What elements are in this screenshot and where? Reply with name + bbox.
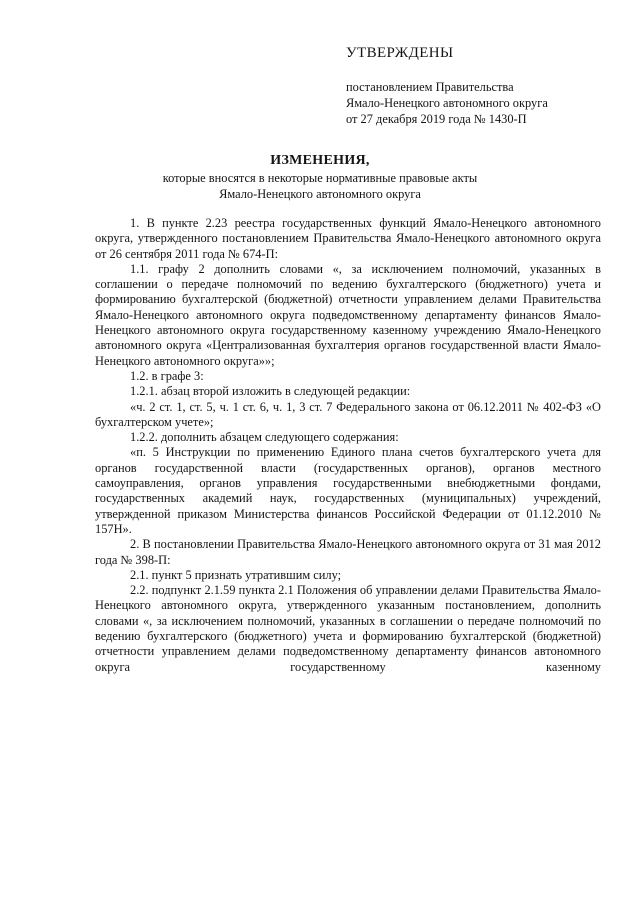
paragraph-1: 1. В пункте 2.23 реестра государственных функций Ямало-Ненецкого автономного округа, утвержденного постановлением Правительства Ямало-Ненецкого автономного округа от 26 сентября 2011 года № 674-П:	[95, 216, 601, 261]
paragraph-1-2-1: 1.2.1. абзац второй изложить в следующей редакции:	[130, 384, 411, 399]
paragraph-1-2-2-text: «п. 5 Инструкции по применению Единого плана счетов бухгалтерского учета для органов государственной власти (государственных органов), органов местного самоуправления, органов управления государственными внебюджетными фондами, государственных академий наук, государственных (муниципальных) учреждений, утвержденной приказом Министерства финансов Российской Федерации от 01.12.2010 № 157Н».	[95, 445, 601, 536]
paragraph-2-2: 2.2. подпункт 2.1.59 пункта 2.1 Положения об управлении делами Правительства Ямало-Ненецкого автономного округа, утвержденного указанным постановлением, дополнить словами «, за исключением полномочий, указанных в соглашении о передаче полномочий по ведению бухгалтерского (бюджетного) учета и формированию бухгалтерской (бюджетной) отчетности управлением делами подведомственному департаменту финансов автономного округа государственному казенному	[95, 583, 601, 674]
document-subtitle-line-2: Ямало-Ненецкого автономного округа	[219, 187, 421, 201]
paragraph-1-2-1-text: «ч. 2 ст. 1, ст. 5, ч. 1 ст. 6, ч. 1, 3 ст. 7 Федерального закона от 06.12.2011 № 402-ФЗ «О бухгалтерском учете»;	[95, 399, 601, 429]
approval-title: УТВЕРЖДЕНЫ	[346, 45, 454, 61]
document-subtitle-line-1: которые вносятся в некоторые нормативные правовые акты	[162, 171, 478, 185]
approval-line-region: Ямало-Ненецкого автономного округа	[346, 95, 548, 110]
paragraph-1-2-2: 1.2.2. дополнить абзацем следующего содержания:	[130, 430, 399, 445]
paragraph-2-1: 2.1. пункт 5 признать утратившим силу;	[130, 567, 342, 582]
approval-block	[346, 44, 616, 127]
document-title: ИЗМЕНЕНИЯ,	[270, 153, 370, 168]
paragraph-2: 2. В постановлении Правительства Ямало-Ненецкого автономного округа от 31 мая 2012 года № 398-П:	[95, 537, 601, 567]
paragraph-1-1: 1.1. графу 2 дополнить словами «, за исключением полномочий, указанных в соглашении о передаче полномочий по ведению бухгалтерского (бюджетного) учета и формированию бухгалтерской (бюджетной) отчетности управлением делами Правительства Ямало-Ненецкого автономного округа подведомственному департаменту финансов Ямало-Ненецкого автономного округа государственному казенному учреждению Ямало-Ненецкого автономного округа «Централизованная бухгалтерия органов государственной власти Ямало-Ненецкого автономного округа»»;	[95, 261, 601, 368]
document-heading	[0, 152, 640, 202]
document-body	[95, 216, 601, 675]
paragraph-1-2: 1.2. в графе 3:	[130, 368, 204, 383]
approval-line-date-number: от 27 декабря 2019 года № 1430-П	[346, 111, 527, 126]
approval-line-authority: постановлением Правительства	[346, 80, 514, 94]
